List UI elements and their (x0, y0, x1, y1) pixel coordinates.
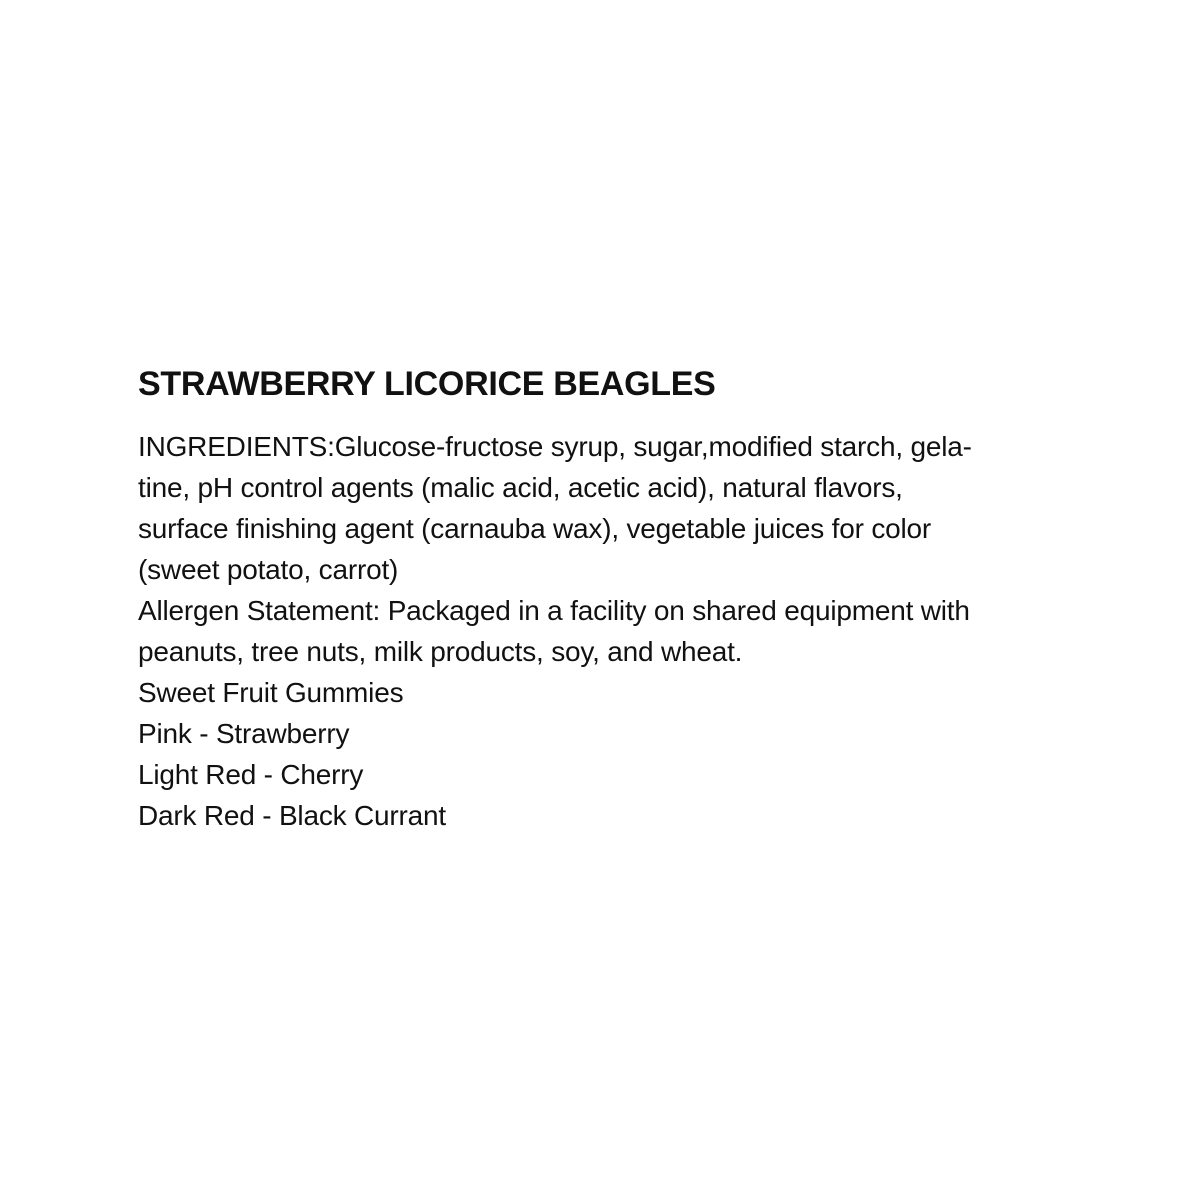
flavor-item-cherry: Light Red - Cherry (138, 759, 364, 790)
product-label (138, 362, 1078, 836)
flavor-item-strawberry: Pink - Strawberry (138, 718, 350, 749)
product-title: STRAWBERRY LICORICE BEAGLES (138, 365, 716, 403)
allergen-line: peanuts, tree nuts, milk products, soy, and wheat. (138, 636, 743, 667)
allergen-statement (138, 590, 1078, 672)
flavor-item-black-currant: Dark Red - Black Currant (138, 800, 446, 831)
gummies-heading: Sweet Fruit Gummies (138, 677, 404, 708)
ingredients-line: INGREDIENTS:Glucose-fructose syrup, sugar,modified starch, gela- (138, 431, 972, 462)
flavor-list (138, 713, 1078, 836)
ingredients-line: tine, pH control agents (malic acid, acetic acid), natural flavors, (138, 472, 903, 503)
ingredients-section (138, 426, 1078, 590)
ingredients-line: surface finishing agent (carnauba wax), vegetable juices for color (138, 513, 932, 544)
allergen-line: Allergen Statement: Packaged in a facility on shared equipment with (138, 595, 970, 626)
ingredients-line: (sweet potato, carrot) (138, 554, 399, 585)
